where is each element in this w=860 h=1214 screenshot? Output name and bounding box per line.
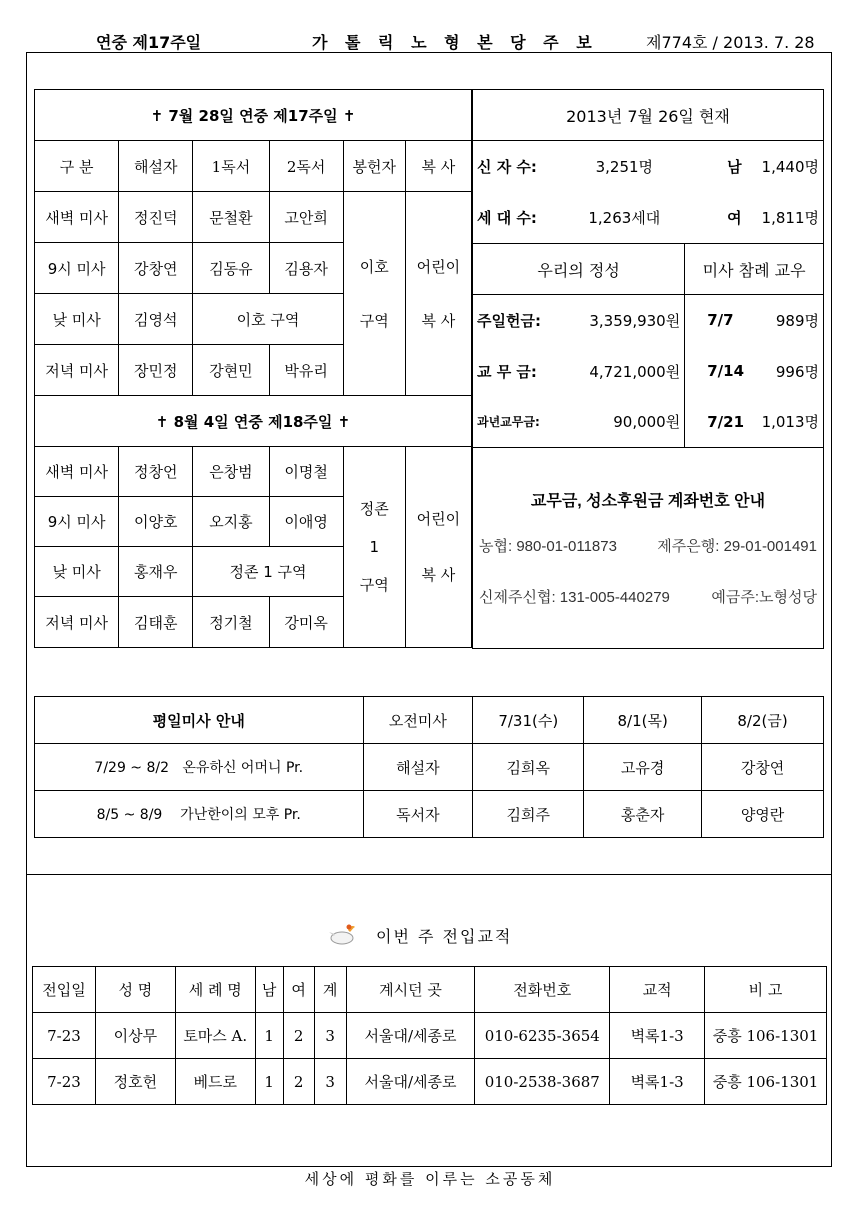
person: 김희옥 xyxy=(473,744,584,791)
reader2: 김용자 xyxy=(269,243,343,294)
commentator: 정진덕 xyxy=(119,192,193,243)
cell: 중흥 106-1301 xyxy=(705,1013,827,1059)
offering-line: 1 xyxy=(369,538,380,556)
issue-week: 연중 제17주일 xyxy=(96,33,202,52)
attendance-row xyxy=(685,310,823,331)
cell: 2 xyxy=(283,1013,314,1059)
mass-name: 9시 미사 xyxy=(35,497,119,547)
reader2: 박유리 xyxy=(269,345,343,396)
col-female: 여 xyxy=(283,967,314,1013)
week1-server xyxy=(405,192,471,396)
footer-slogan: 세상에 평화를 이루는 소공동체 xyxy=(304,1170,556,1188)
donation-label: 주일헌금: xyxy=(477,311,541,330)
prayer-group xyxy=(35,744,364,791)
commentator: 정창언 xyxy=(119,447,193,497)
commentator: 김태훈 xyxy=(119,597,193,648)
account-title: 교무금, 성소후원금 계좌번호 안내 xyxy=(530,493,766,510)
week1-title: ✝ 7월 28일 연중 제17주일 ✝ xyxy=(35,90,472,141)
server-line: 복 사 xyxy=(421,566,456,584)
account-holder: 예금주:노형성당 xyxy=(711,589,817,606)
col-baptism: 세 례 명 xyxy=(175,967,255,1013)
cell: 010-2538-3687 xyxy=(475,1059,610,1105)
col-phone: 전화번호 xyxy=(475,967,610,1013)
reader2: 고안희 xyxy=(269,192,343,243)
female-label: 여 xyxy=(727,209,742,227)
attendance-date: 7/14 xyxy=(707,362,745,380)
commentator: 이양호 xyxy=(119,497,193,547)
cell: 서울대/세종로 xyxy=(346,1059,475,1105)
donation-value: 3,359,930원 xyxy=(589,311,681,330)
commentator: 장민정 xyxy=(119,345,193,396)
account-nonghyup: 농협: 980-01-011873 xyxy=(479,538,617,555)
role: 해설자 xyxy=(363,744,473,791)
cell: 서울대/세종로 xyxy=(346,1013,475,1059)
cell: 2 xyxy=(283,1059,314,1105)
col-reading1: 1독서 xyxy=(193,141,269,192)
stats-title: 2013년 7월 26일 현재 xyxy=(473,90,824,141)
transfer-table xyxy=(32,966,827,1105)
attendance-row xyxy=(685,411,823,432)
households-row xyxy=(473,192,823,243)
table-row xyxy=(33,1059,827,1105)
cell: 1 xyxy=(255,1059,283,1105)
col-male: 남 xyxy=(255,967,283,1013)
believers-label: 신 자 수: xyxy=(477,158,537,176)
col-register: 교적 xyxy=(610,967,705,1013)
col-altar-server: 복 사 xyxy=(405,141,471,192)
intention: 가난한이의 모후 Pr. xyxy=(180,807,301,823)
weekday-mass-table xyxy=(34,696,824,838)
offering-line: 구역 xyxy=(359,311,389,330)
week2-offering xyxy=(343,447,405,648)
commentator: 홍재우 xyxy=(119,547,193,597)
dove-icon xyxy=(328,922,358,948)
reader1: 정기철 xyxy=(193,597,269,648)
reader1: 김동유 xyxy=(193,243,269,294)
week2-title: ✝ 8월 4일 연중 제18주일 ✝ xyxy=(35,396,472,447)
mass-name: 저녁 미사 xyxy=(35,597,119,648)
server-line: 복 사 xyxy=(421,311,456,330)
mass-name: 새벽 미사 xyxy=(35,447,119,497)
server-line: 어린이 xyxy=(416,510,461,528)
attendance-count: 1,013명 xyxy=(761,413,819,432)
donation-row xyxy=(473,361,684,382)
col-name: 성 명 xyxy=(95,967,175,1013)
period: 8/5 ~ 8/9 xyxy=(96,807,163,823)
reader1: 강현민 xyxy=(193,345,269,396)
mass-name: 저녁 미사 xyxy=(35,345,119,396)
donation-label: 교 무 금: xyxy=(477,362,537,381)
col-date: 전입일 xyxy=(33,967,96,1013)
offering-line: 구역 xyxy=(359,576,389,594)
cell: 벽록1-3 xyxy=(610,1059,705,1105)
person: 강창연 xyxy=(702,744,824,791)
donation-value: 4,721,000원 xyxy=(589,362,681,381)
person: 김희주 xyxy=(473,791,584,838)
week1-offering xyxy=(343,192,405,396)
cell: 토마스 A. xyxy=(175,1013,255,1059)
mass-name: 낮 미사 xyxy=(35,547,119,597)
cell: 7-23 xyxy=(33,1013,96,1059)
day-header: 7/31(수) xyxy=(473,697,584,744)
male-label: 남 xyxy=(727,158,742,176)
cell: 3 xyxy=(314,1059,346,1105)
cell: 3 xyxy=(314,1013,346,1059)
reader1: 오지홍 xyxy=(193,497,269,547)
account-credit-union: 신제주신협: 131-005-440279 xyxy=(479,589,670,606)
reader1: 은창범 xyxy=(193,447,269,497)
mass-name: 낮 미사 xyxy=(35,294,119,345)
transfer-title: 이번 주 전입교적 xyxy=(376,926,513,946)
issue-number-date: 제774호 / 2013. 7. 28 xyxy=(646,33,815,52)
donation-value: 90,000원 xyxy=(613,413,681,432)
mass-schedule-table xyxy=(34,89,472,648)
col-previous: 계시던 곳 xyxy=(346,967,475,1013)
mass-name: 9시 미사 xyxy=(35,243,119,294)
male-count: 1,440명 xyxy=(761,158,819,176)
cell: 중흥 106-1301 xyxy=(705,1059,827,1105)
col-reading2: 2독서 xyxy=(269,141,343,192)
attendance-title: 미사 참례 교우 xyxy=(685,244,824,295)
intention: 온유하신 어머니 Pr. xyxy=(182,760,304,776)
donation-row xyxy=(473,310,684,331)
believers-count: 3,251명 xyxy=(595,158,654,176)
col-note: 비 고 xyxy=(705,967,827,1013)
week2-server xyxy=(405,447,471,648)
offering-line: 정존 xyxy=(359,500,389,518)
attendance-count: 989명 xyxy=(775,311,819,330)
cell: 정호헌 xyxy=(95,1059,175,1105)
cell: 베드로 xyxy=(175,1059,255,1105)
account-line xyxy=(473,586,823,607)
believers-row xyxy=(473,141,823,192)
account-line xyxy=(473,535,823,556)
col-commentator: 해설자 xyxy=(119,141,193,192)
transfer-header-row xyxy=(33,967,827,1013)
col-division: 구 분 xyxy=(35,141,119,192)
readers-merged: 정존 1 구역 xyxy=(193,547,343,597)
bulletin-title: 가 톨 릭 노 형 본 당 주 보 xyxy=(312,33,598,52)
person: 고유경 xyxy=(584,744,702,791)
period: 7/29 ~ 8/2 xyxy=(94,760,170,776)
offering-line: 이호 xyxy=(359,257,389,276)
morning-mass-label: 오전미사 xyxy=(363,697,473,744)
account-jeju-bank: 제주은행: 29-01-001491 xyxy=(657,538,817,555)
cell: 이상무 xyxy=(95,1013,175,1059)
households-count: 1,263세대 xyxy=(588,209,661,227)
cell: 010-6235-3654 xyxy=(475,1013,610,1059)
attendance-date: 7/21 xyxy=(707,412,745,431)
table-row xyxy=(33,1013,827,1059)
account-info xyxy=(473,448,824,649)
col-offering: 봉헌자 xyxy=(343,141,405,192)
role: 독서자 xyxy=(363,791,473,838)
cell: 1 xyxy=(255,1013,283,1059)
prayer-group xyxy=(35,791,364,838)
readers-merged: 이호 구역 xyxy=(193,294,343,345)
server-line: 어린이 xyxy=(416,257,461,276)
attendance-count: 996명 xyxy=(775,362,819,381)
section-divider xyxy=(26,874,832,875)
reader1: 문철환 xyxy=(193,192,269,243)
reader2: 이애영 xyxy=(269,497,343,547)
reader2: 이명철 xyxy=(269,447,343,497)
donation-label: 과년교무금: xyxy=(477,415,540,430)
attendance-date: 7/7 xyxy=(707,311,734,330)
transfer-heading xyxy=(328,922,512,948)
reader2: 강미옥 xyxy=(269,597,343,648)
commentator: 강창연 xyxy=(119,243,193,294)
households-label: 세 대 수: xyxy=(477,209,537,227)
day-header: 8/1(목) xyxy=(584,697,702,744)
attendance-row xyxy=(685,361,823,382)
female-count: 1,811명 xyxy=(761,209,819,227)
person: 홍춘자 xyxy=(584,791,702,838)
commentator: 김영석 xyxy=(119,294,193,345)
donation-title: 우리의 정성 xyxy=(473,244,685,295)
col-total: 계 xyxy=(314,967,346,1013)
parish-stats-table xyxy=(472,89,824,649)
cell: 벽록1-3 xyxy=(610,1013,705,1059)
donation-row xyxy=(473,411,684,432)
person: 양영란 xyxy=(702,791,824,838)
cell: 7-23 xyxy=(33,1059,96,1105)
mass-name: 새벽 미사 xyxy=(35,192,119,243)
weekday-title: 평일미사 안내 xyxy=(35,697,364,744)
day-header: 8/2(금) xyxy=(702,697,824,744)
